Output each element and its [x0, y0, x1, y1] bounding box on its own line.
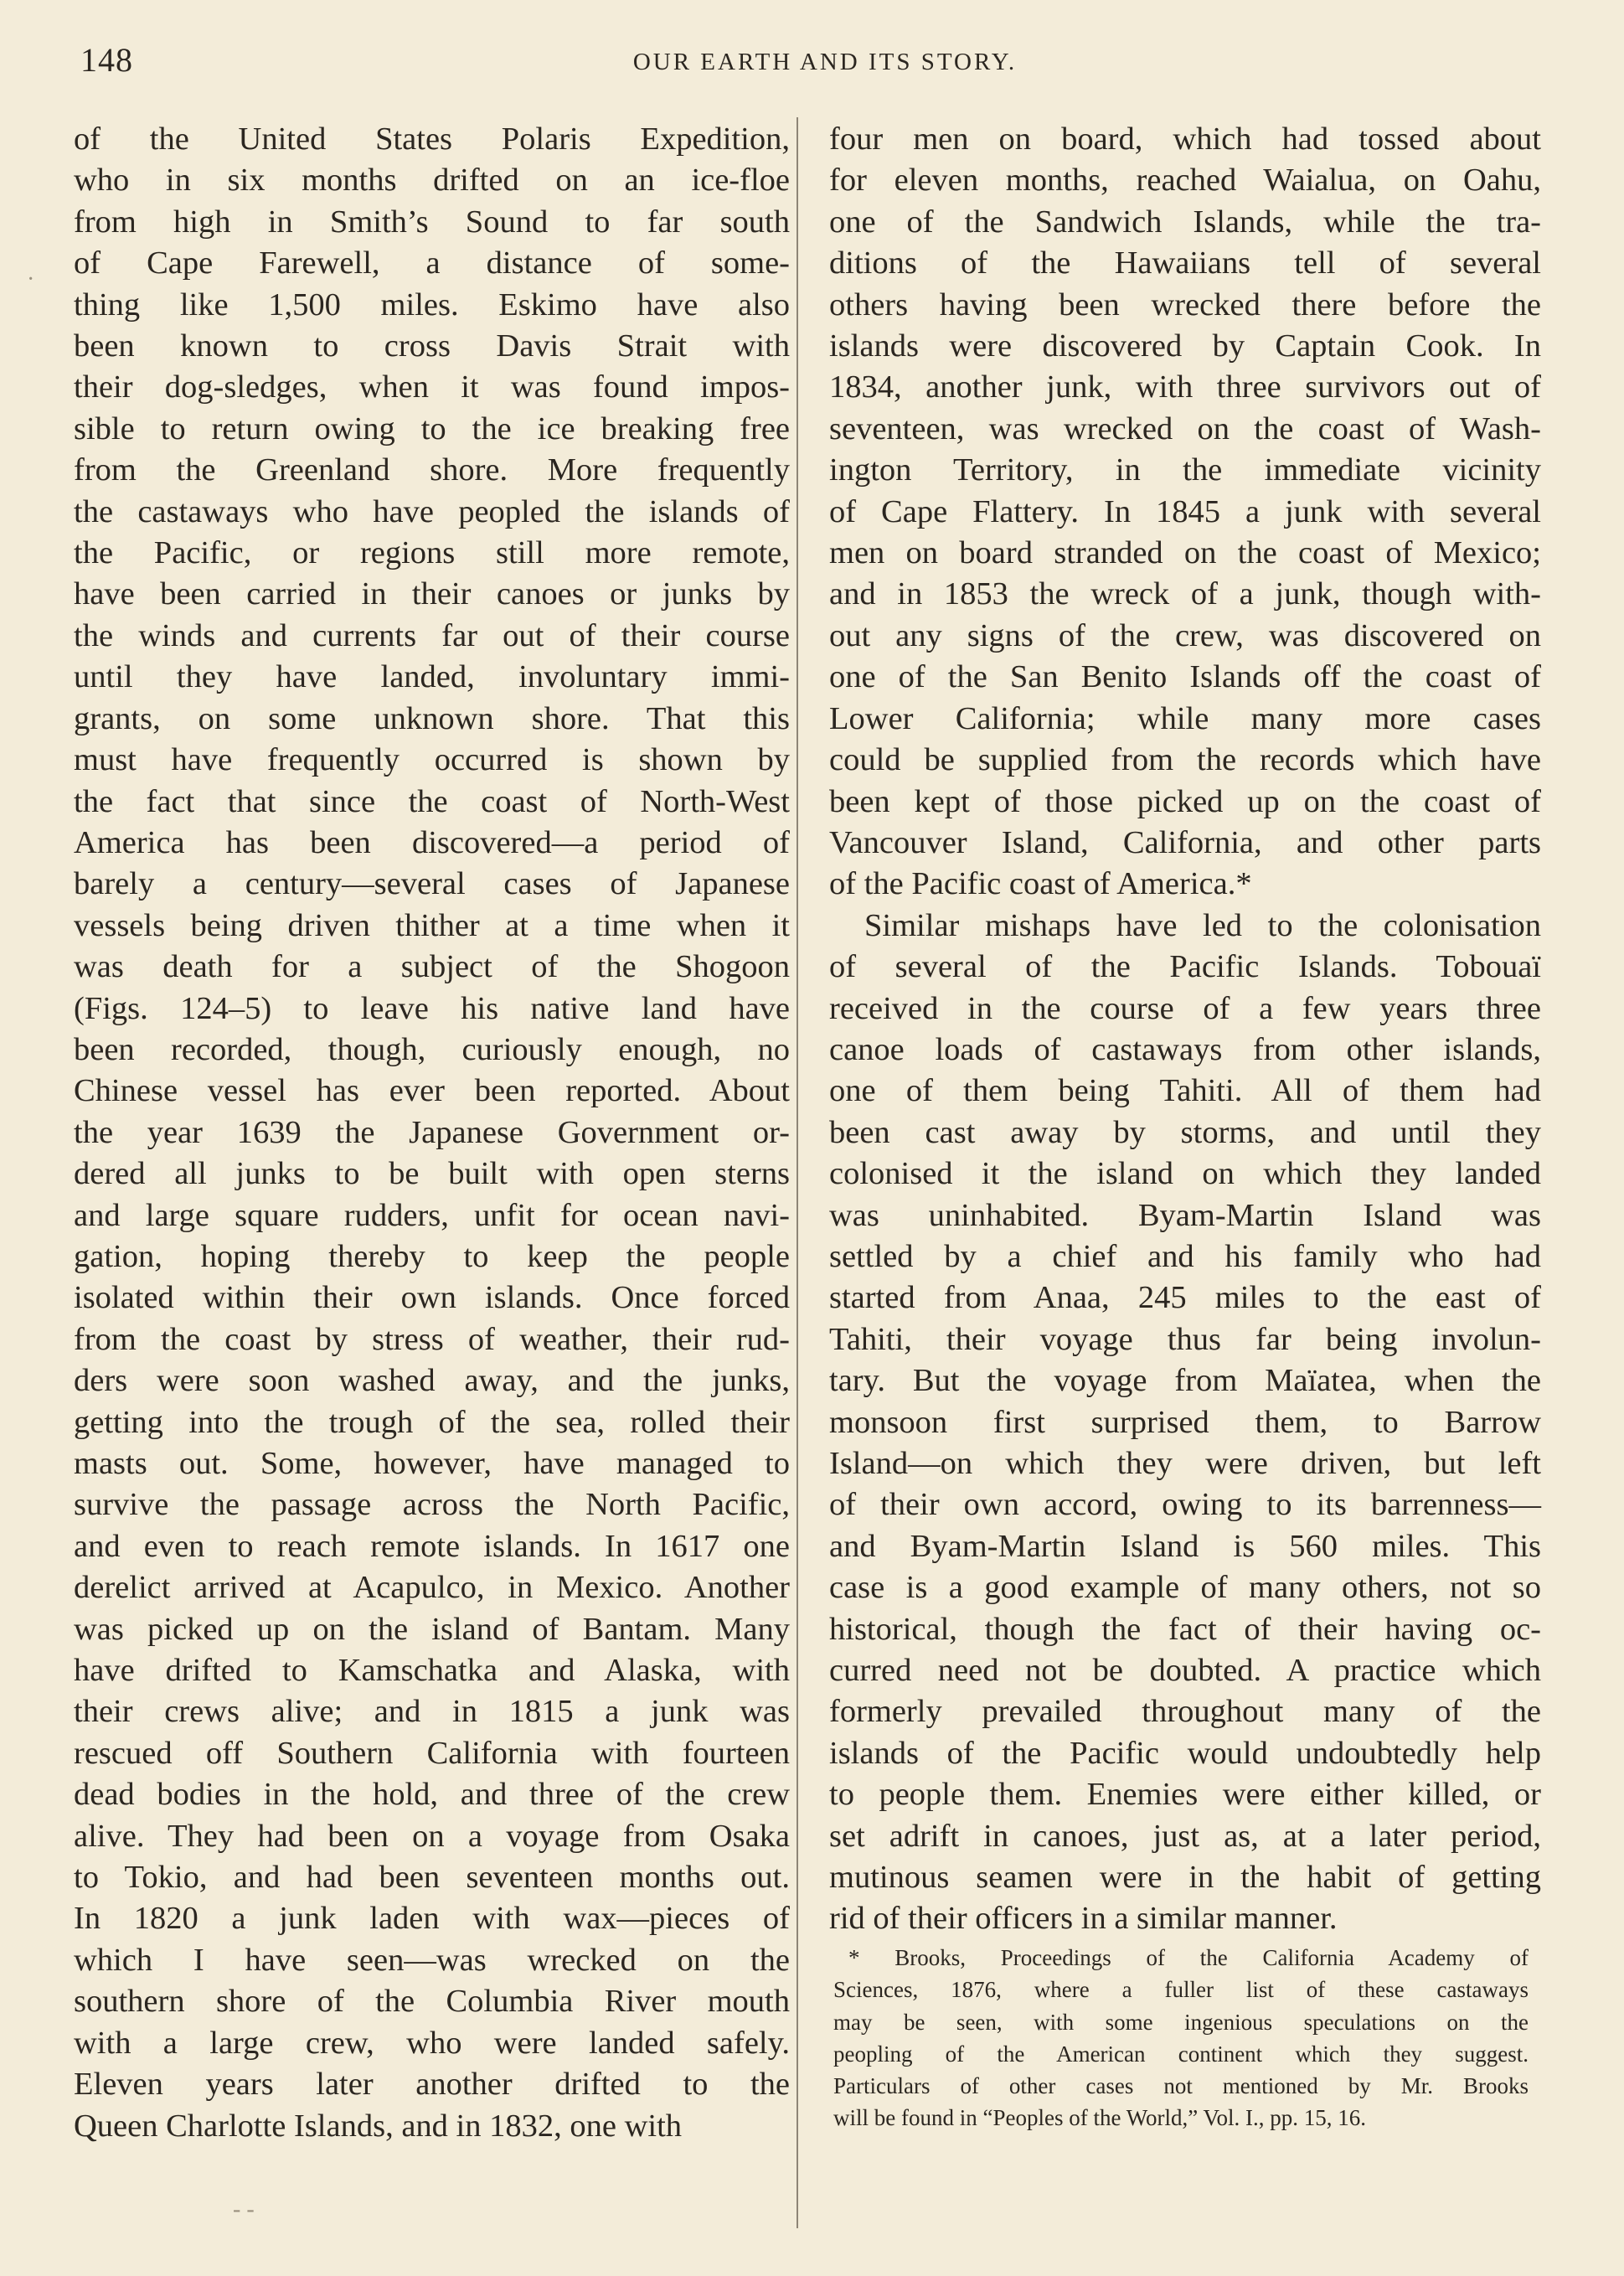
left-column-line: have been carried in their canoes or junks by — [74, 576, 790, 612]
right-column-line: historical, though the fact of their having oc- — [829, 1611, 1541, 1647]
left-column-line: survive the passage across the North Pacific, — [74, 1487, 790, 1523]
right-column-line: was uninhabited. Byam-Martin Island was — [829, 1197, 1541, 1233]
right-column-line: of the Pacific coast of America.* — [829, 866, 1252, 902]
left-column-line: the Pacific, or regions still more remote, — [74, 535, 790, 571]
left-column-line: ders were soon washed away, and the junks, — [74, 1363, 790, 1399]
right-column-line: rid of their officers in a similar manner. — [829, 1901, 1338, 1937]
left-column-line: alive. They had been on a voyage from Osaka — [74, 1818, 790, 1854]
left-column-line: was picked up on the island of Bantam. Many — [74, 1611, 790, 1647]
right-column-line: formerly prevailed throughout many of the — [829, 1694, 1541, 1730]
footnote-line: * Brooks, Proceedings of the California Academy of — [848, 1945, 1529, 1970]
right-column-line: ington Territory, in the immediate vicinity — [829, 452, 1541, 488]
left-column-line: vessels being driven thither at a time when it — [74, 907, 790, 943]
right-column-line: one of them being Tahiti. All of them had — [829, 1073, 1541, 1109]
left-column-line: barely a century—several cases of Japanese — [74, 866, 790, 902]
right-column-line: of their own accord, owing to its barrenness— — [829, 1487, 1541, 1523]
right-column-line: men on board stranded on the coast of Mexico; — [829, 535, 1541, 571]
footnote-line: Particulars of other cases not mentioned by Mr. Brooks — [833, 2073, 1529, 2099]
right-column-line: islands of the Pacific would undoubtedly help — [829, 1735, 1541, 1771]
right-column-line: of Cape Flattery. In 1845 a junk with several — [829, 493, 1541, 529]
left-column-line: must have frequently occurred is shown by — [74, 742, 790, 778]
left-column-line: rescued off Southern California with fourteen — [74, 1735, 790, 1771]
right-column-line: seventeen, was wrecked on the coast of Wash- — [829, 410, 1541, 446]
right-column-line: Vancouver Island, California, and other parts — [829, 824, 1541, 860]
footnote-line: peopling of the American continent which they suggest. — [833, 2041, 1529, 2067]
left-column-line: dead bodies in the hold, and three of the crew — [74, 1777, 790, 1813]
left-column-line: which I have seen—was wrecked on the — [74, 1942, 790, 1978]
left-column-line: and large square rudders, unfit for ocean navi- — [74, 1197, 790, 1233]
page-header — [75, 40, 1575, 82]
right-column-line: and Byam-Martin Island is 560 miles. This — [829, 1528, 1541, 1564]
right-column-line: curred need not be doubted. A practice which — [829, 1653, 1541, 1689]
right-column-line: for eleven months, reached Waialua, on Oahu, — [829, 163, 1541, 199]
right-column-line: four men on board, which had tossed about — [829, 121, 1541, 157]
left-column-line: from the coast by stress of weather, their rud- — [74, 1321, 790, 1357]
right-column-line: and in 1853 the wreck of a junk, though with- — [829, 576, 1541, 612]
left-column-line: of Cape Farewell, a distance of some- — [74, 245, 790, 281]
footnote-line: will be found in “Peoples of the World,” Vol. I., pp. 15, 16. — [833, 2105, 1367, 2131]
right-column-line: Island—on which they were driven, but left — [829, 1446, 1541, 1481]
right-column-line: one of the Sandwich Islands, while the tra- — [829, 204, 1541, 240]
left-column-line: sible to return owing to the ice breaking free — [74, 410, 790, 446]
left-column-line: been known to cross Davis Strait with — [74, 328, 790, 364]
left-column-line: and even to reach remote islands. In 1617 one — [74, 1528, 790, 1564]
right-column-line: ditions of the Hawaiians tell of several — [829, 245, 1541, 281]
right-column-line: others having been wrecked there before the — [829, 286, 1541, 323]
right-column-line: settled by a chief and his family who had — [829, 1238, 1541, 1274]
right-column — [829, 119, 1541, 1940]
left-column-line: isolated within their own islands. Once forced — [74, 1280, 790, 1316]
left-column-line: from high in Smith’s Sound to far south — [74, 204, 790, 240]
right-column-line: one of the San Benito Islands off the coast of — [829, 659, 1541, 695]
left-column-line: the year 1639 the Japanese Government or- — [74, 1114, 790, 1150]
left-column-line: of the United States Polaris Expedition, — [74, 121, 790, 157]
left-column-line: their crews alive; and in 1815 a junk was — [74, 1694, 790, 1730]
footnote — [833, 1942, 1529, 2134]
left-column-line: getting into the trough of the sea, rolled their — [74, 1404, 790, 1440]
right-column-line: Tahiti, their voyage thus far being involun- — [829, 1321, 1541, 1357]
right-column-line: tary. But the voyage from Maïatea, when the — [829, 1363, 1541, 1399]
margin-mark: · — [27, 266, 35, 292]
left-column-line: America has been discovered—a period of — [74, 824, 790, 860]
running-title: OUR EARTH AND ITS STORY. — [632, 49, 1018, 75]
left-column-line: grants, on some unknown shore. That this — [74, 700, 790, 736]
left-column-line: who in six months drifted on an ice-floe — [74, 163, 790, 199]
right-column-line: 1834, another junk, with three survivors out of — [829, 369, 1541, 405]
right-column-line: been kept of those picked up on the coast of — [829, 783, 1541, 819]
left-column-line: been recorded, though, curiously enough, no — [74, 1031, 790, 1067]
right-column-line: Lower California; while many more cases — [829, 700, 1541, 736]
right-column-line: monsoon first surprised them, to Barrow — [829, 1404, 1541, 1440]
left-column-line: Chinese vessel has ever been reported. About — [74, 1073, 790, 1109]
right-column-line: set adrift in canoes, just as, at a later period, — [829, 1818, 1541, 1854]
bottom-mark: - - — [233, 2196, 255, 2222]
right-column-line: islands were discovered by Captain Cook. In — [829, 328, 1541, 364]
right-column-line: Similar mishaps have led to the colonisation — [864, 907, 1541, 943]
footnote-line: may be seen, with some ingenious speculations on the — [833, 2009, 1529, 2035]
right-column-line: out any signs of the crew, was discovered on — [829, 617, 1541, 653]
left-column-line: gation, hoping thereby to keep the people — [74, 1238, 790, 1274]
left-column-line: the castaways who have peopled the islands of — [74, 493, 790, 529]
right-column-line: received in the course of a few years three — [829, 990, 1541, 1026]
left-column-line: thing like 1,500 miles. Eskimo have also — [74, 286, 790, 323]
left-column-line: masts out. Some, however, have managed to — [74, 1446, 790, 1481]
right-column-line: been cast away by storms, and until they — [829, 1114, 1541, 1150]
column-divider — [797, 117, 798, 2228]
right-column-line: mutinous seamen were in the habit of getting — [829, 1860, 1541, 1896]
right-column-line: canoe loads of castaways from other islands, — [829, 1031, 1541, 1067]
left-column-line: (Figs. 124–5) to leave his native land have — [74, 990, 790, 1026]
left-column-line: until they have landed, involuntary immi- — [74, 659, 790, 695]
right-column-line: colonised it the island on which they landed — [829, 1156, 1541, 1192]
left-column-line: their dog-sledges, when it was found impos- — [74, 369, 790, 405]
left-column-line: In 1820 a junk laden with wax—pieces of — [74, 1901, 790, 1937]
left-column-line: have drifted to Kamschatka and Alaska, with — [74, 1653, 790, 1689]
left-column-line: the fact that since the coast of North-West — [74, 783, 790, 819]
left-column-line: to Tokio, and had been seventeen months out. — [74, 1860, 790, 1896]
left-column-line: with a large crew, who were landed safely. — [74, 2025, 790, 2061]
right-column-line: to people them. Enemies were either killed, or — [829, 1777, 1541, 1813]
right-column-line: started from Anaa, 245 miles to the east of — [829, 1280, 1541, 1316]
left-column-line: was death for a subject of the Shogoon — [74, 949, 790, 985]
footnote-line: Sciences, 1876, where a fuller list of these castaways — [833, 1977, 1529, 2003]
right-column-line: of several of the Pacific Islands. Tobouaï — [829, 949, 1541, 985]
left-column-line: Eleven years later another drifted to the — [74, 2067, 790, 2103]
left-column-line: southern shore of the Columbia River mouth — [74, 1984, 790, 2020]
left-column-line: the winds and currents far out of their course — [74, 617, 790, 653]
right-column-line: case is a good example of many others, not so — [829, 1570, 1541, 1606]
page-number: 148 — [80, 41, 133, 79]
right-column-line: could be supplied from the records which have — [829, 742, 1541, 778]
left-column-line: derelict arrived at Acapulco, in Mexico. Another — [74, 1570, 790, 1606]
left-column-line: dered all junks to be built with open sterns — [74, 1156, 790, 1192]
left-column — [74, 119, 790, 2147]
left-column-line: from the Greenland shore. More frequently — [74, 452, 790, 488]
left-column-line: Queen Charlotte Islands, and in 1832, one with — [74, 2108, 683, 2144]
